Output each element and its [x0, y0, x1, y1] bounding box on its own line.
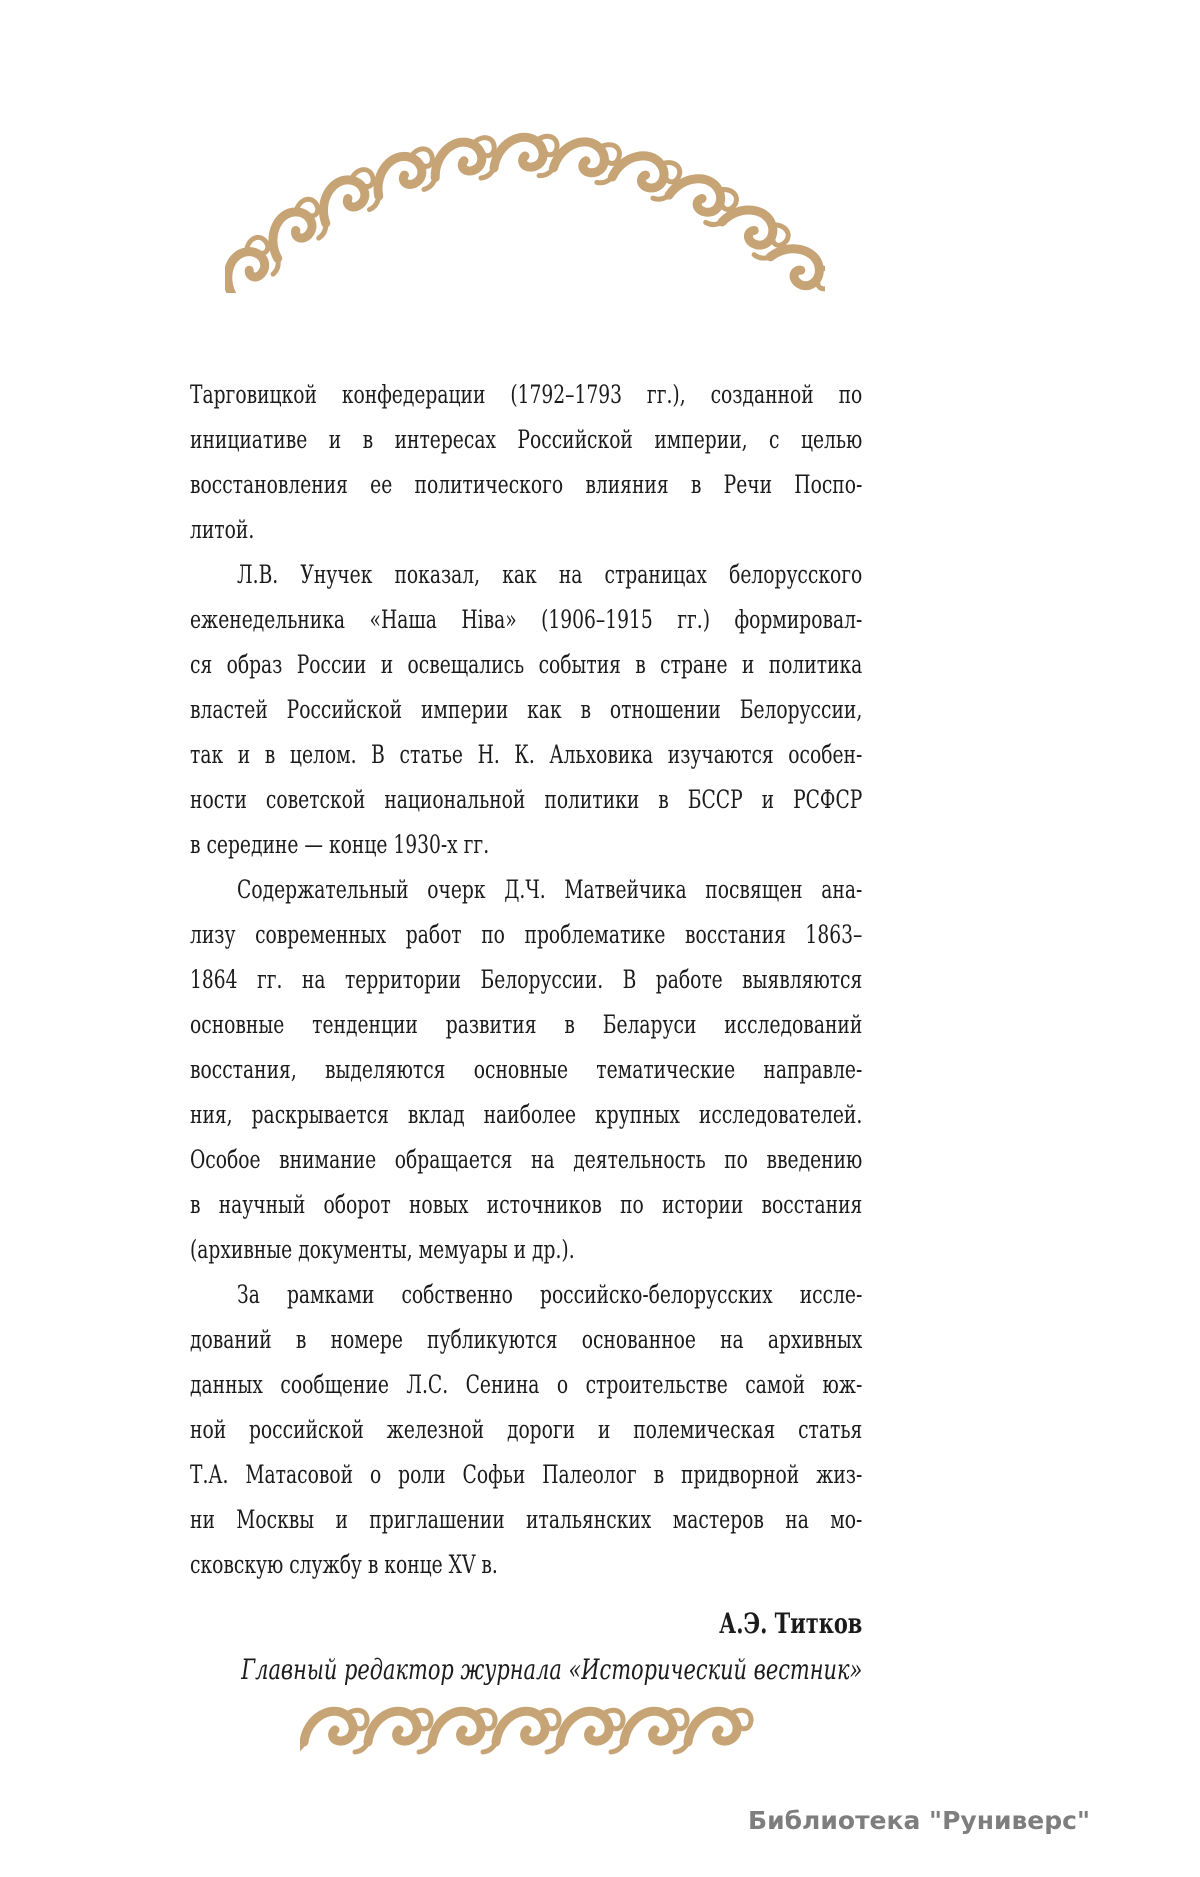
text-line: ни Москвы и приглашении итальянских мастеров на мо- [190, 1505, 863, 1534]
page-text-column [190, 372, 862, 1693]
text-line: ния, раскрывается вклад наиболее крупных исследователей. [190, 1100, 863, 1129]
text-line: основные тенденции развития в Беларуси исследований [190, 1010, 863, 1039]
text-line: (архивные документы, мемуары и др.). [190, 1235, 575, 1264]
text-line: дований в номере публикуются основанное на архивных [190, 1325, 863, 1354]
text-line: За рамками собственно российско-белорусских иссле- [237, 1280, 863, 1309]
text-line: данных сообщение Л.С. Сенина о строительстве самой юж- [190, 1370, 863, 1399]
text-line: в середине — конце 1930-х гг. [190, 830, 490, 859]
text-line: сковскую службу в конце XV в. [190, 1550, 498, 1579]
text-line: Т.А. Матасовой о роли Софьи Палеолог в придворной жиз- [190, 1460, 863, 1489]
text-line: литой. [190, 515, 255, 544]
body-text [190, 372, 862, 1587]
text-line: ся образ России и освещались события в стране и политика [190, 650, 863, 679]
text-line: лизу современных работ по проблематике восстания 1863– [190, 920, 863, 949]
library-watermark: Библиотека "Руниверс" [748, 1806, 1090, 1835]
text-line: ной российской железной дороги и полемическая статья [190, 1415, 863, 1444]
bottom-band-ornament-icon [300, 1700, 770, 1756]
signature-role: Главный редактор журнала «Исторический вестник» [241, 1653, 863, 1686]
text-line: еженедельника «Наша Ніва» (1906–1915 гг.) формировал- [190, 605, 863, 634]
text-line: восстановления ее политического влияния в Речи Поспо- [190, 470, 863, 499]
text-line: властей Российской империи как в отношении Белоруссии, [190, 695, 863, 724]
text-line: так и в целом. В статье Н. К. Альховика изучаются особен- [190, 740, 863, 769]
text-line: Тарговицкой конфедерации (1792–1793 гг.), созданной по [190, 380, 863, 409]
text-line: ности советской национальной политики в БССР и РСФСР [190, 785, 863, 814]
text-line: Особое внимание обращается на деятельность по введению [190, 1145, 863, 1174]
text-line: Содержательный очерк Д.Ч. Матвейчика посвящен ана- [237, 875, 863, 904]
text-line: Л.В. Унучек показал, как на страницах белорусского [237, 560, 863, 589]
signature-name: А.Э. Титков [719, 1607, 863, 1640]
text-line: 1864 гг. на территории Белоруссии. В работе выявляются [190, 965, 863, 994]
text-line: восстания, выделяются основные тематические направле- [190, 1055, 863, 1084]
text-line: в научный оборот новых источников по истории восстания [190, 1190, 863, 1219]
top-arch-ornament-icon [225, 118, 825, 293]
text-line: инициативе и в интересах Российской империи, с целью [190, 425, 863, 454]
